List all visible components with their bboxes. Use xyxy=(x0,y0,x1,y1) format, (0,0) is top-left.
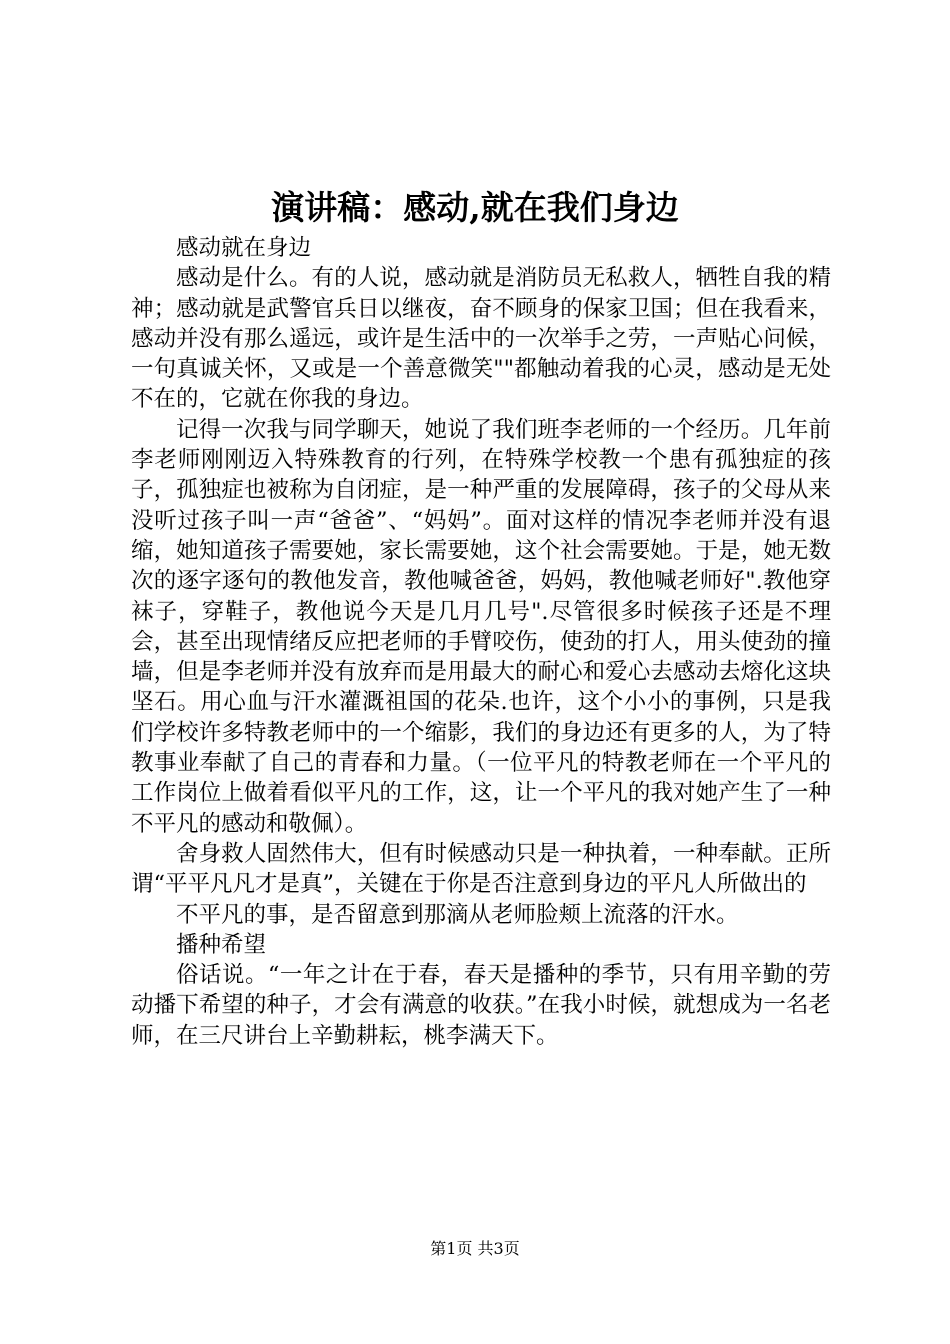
paragraph: 感动是什么。有的人说，感动就是消防员无私救人，牺牲自我的精神；感动就是武警官兵日以继夜，奋不顾身的保家卫国；但在我看来，感动并没有那么遥远，或许是生活中的一次举手之劳，一声贴心问候，一句真诚关怀，又或是一个善意微笑""都触动着我的心灵，感动是无处不在的，它就在你我的身边。 xyxy=(131,265,831,413)
section-heading: 播种希望 xyxy=(176,931,267,958)
document-title: 演讲稿：感动,就在我们身边 xyxy=(271,188,679,227)
paragraph: 记得一次我与同学聊天，她说了我们班李老师的一个经历。几年前李老师刚刚迈入特殊教育的行列，在特殊学校教一个患有孤独症的孩子，孤独症也被称为自闭症，是一种严重的发展障碍，孩子的父母从来没听过孩子叫一声“爸爸”、“妈妈”。面对这样的情况李老师并没有退缩，她知道孩子需要她，家长需要她，这个社会需要她。于是，她无数次的逐字逐句的教他发音，教他喊爸爸，妈妈，教他喊老师好".教他穿袜子，穿鞋子，教他说今天是几月几号".尽管很多时候孩子还是不理会，甚至出现情绪反应把老师的手臂咬伤，使劲的打人，用头使劲的撞墙，但是李老师并没有放弃而是用最大的耐心和爱心去感动去熔化这块坚石。用心血与汗水灌溉祖国的花朵.也许，这个小小的事例，只是我们学校许多特教老师中的一个缩影，我们的身边还有更多的人，为了特教事业奉献了自己的青春和力量。（一位平凡的特教老师在一个平凡的工作岗位上做着看似平凡的工作，这，让一个平凡的我对她产生了一种不平凡的感动和敬佩）。 xyxy=(131,416,831,837)
paragraph: 舍身救人固然伟大，但有时候感动只是一种执着，一种奉献。正所谓“平平凡凡才是真”，关键在于你是否注意到身边的平凡人所做出的 xyxy=(131,840,831,898)
document-body xyxy=(131,233,831,1051)
page-number-footer: 第1页 共3页 xyxy=(430,1239,520,1258)
paragraph: 不平凡的事，是否留意到那滴从老师脸颊上流落的汗水。 xyxy=(176,901,739,928)
section-heading: 感动就在身边 xyxy=(176,235,312,261)
paragraph: 俗话说。“一年之计在于春，春天是播种的季节，只有用辛勤的劳动播下希望的种子，才会有满意的收获。”在我小时候，就想成为一名老师，在三尺讲台上辛勤耕耘，桃李满天下。 xyxy=(131,962,831,1049)
